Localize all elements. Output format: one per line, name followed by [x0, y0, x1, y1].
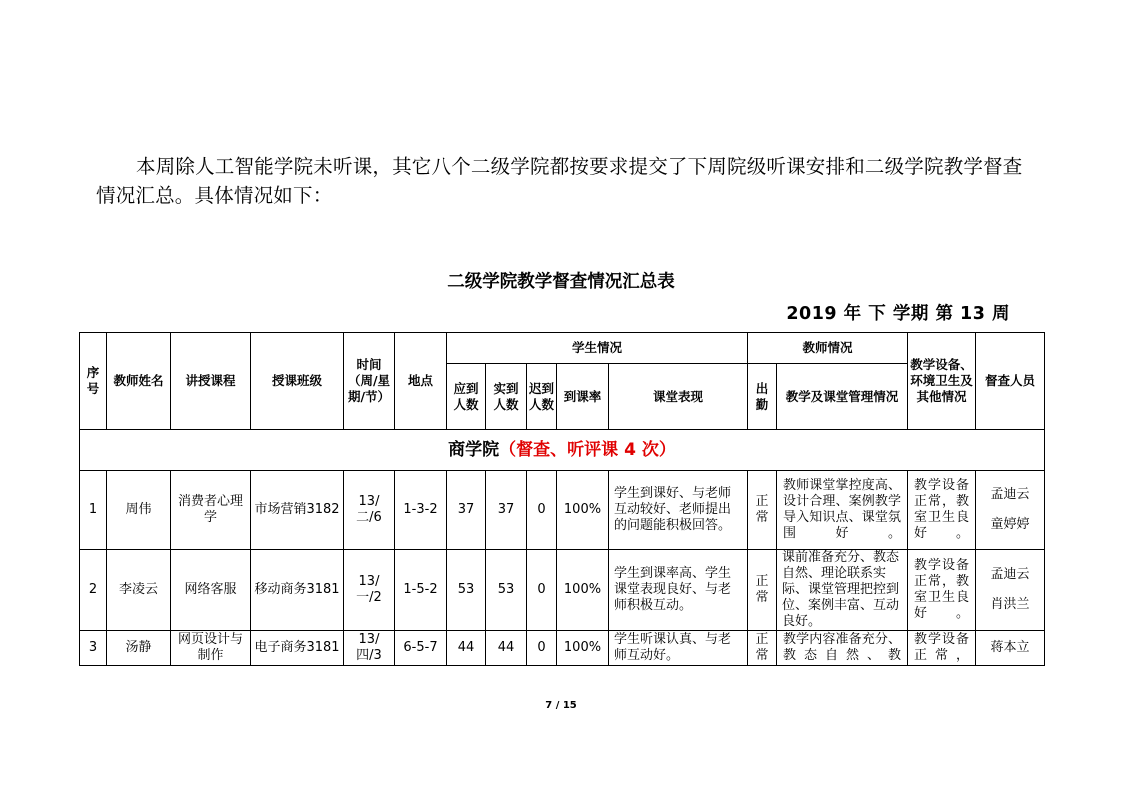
cell-rate: 100%	[557, 550, 609, 631]
header-teacher: 教师姓名	[107, 333, 171, 430]
supervisor-name: 孟迪云	[990, 487, 1030, 502]
cell-teacher: 李凌云	[107, 550, 171, 631]
cell-late: 0	[527, 631, 557, 666]
intro-paragraph: 本周除人工智能学院未听课，其它八个二级学院都按要求提交了下周院级听课安排和二级学院教学督查情况汇总。具体情况如下：	[96, 155, 1023, 207]
cell-seq: 2	[80, 550, 107, 631]
header-equipment: 教学设备、环境卫生及其他情况	[908, 333, 976, 430]
header-rate: 到课率	[557, 364, 609, 430]
header-student-group: 学生情况	[447, 333, 748, 364]
cell-course: 网页设计与制作	[171, 631, 251, 666]
supervisor-name: 肖洪兰	[990, 597, 1030, 612]
table-row	[80, 471, 1045, 550]
header-teacher-group: 教师情况	[748, 333, 908, 364]
cell-late: 0	[527, 471, 557, 550]
table-title: 二级学院教学督查情况汇总表	[447, 272, 675, 292]
cell-class: 市场营销3182	[251, 471, 344, 550]
cell-place: 1-3-2	[395, 471, 447, 550]
cell-attendance: 正常	[748, 471, 777, 550]
cell-actual: 53	[486, 550, 527, 631]
supervisor-name: 孟迪云	[990, 567, 1030, 582]
cell-equipment: 教学设备正常，教室卫生良好。	[908, 550, 976, 631]
cell-class: 电子商务3181	[251, 631, 344, 666]
header-late: 迟到人数	[527, 364, 557, 430]
cell-performance: 学生听课认真、与老师互动好。	[609, 631, 748, 666]
cell-supervisor	[976, 550, 1045, 631]
cell-equipment: 教学设备正常，教室卫生良好。	[908, 471, 976, 550]
header-performance: 课堂表现	[609, 364, 748, 430]
page-number: 7 / 15	[545, 700, 577, 711]
cell-expected: 37	[447, 471, 486, 550]
cell-place: 1-5-2	[395, 550, 447, 631]
header-attendance: 出勤	[748, 364, 777, 430]
cell-teacher: 周伟	[107, 471, 171, 550]
header-seq: 序号	[80, 333, 107, 430]
header-time: 时间（周/星期/节）	[344, 333, 395, 430]
cell-course: 网络客服	[171, 550, 251, 631]
cell-class: 移动商务3181	[251, 550, 344, 631]
header-supervisor: 督查人员	[976, 333, 1045, 430]
cell-course: 消费者心理学	[171, 471, 251, 550]
supervision-table	[79, 332, 1045, 666]
cell-equipment: 教学设备正常，	[908, 631, 976, 666]
cell-rate: 100%	[557, 631, 609, 666]
term-label: 2019 年 下 学期 第 13 周	[786, 304, 1010, 324]
header-place: 地点	[395, 333, 447, 430]
dept-note: （督查、听评课 4 次）	[499, 440, 676, 460]
cell-place: 6-5-7	[395, 631, 447, 666]
cell-expected: 44	[447, 631, 486, 666]
header-course: 讲授课程	[171, 333, 251, 430]
cell-actual: 37	[486, 471, 527, 550]
table-row	[80, 550, 1045, 631]
supervisor-name: 童婷婷	[990, 517, 1030, 532]
cell-performance: 学生到课率高、学生课堂表现良好、与老师积极互动。	[609, 550, 748, 631]
cell-supervisor	[976, 471, 1045, 550]
cell-expected: 53	[447, 550, 486, 631]
cell-teaching: 教师课堂掌控度高、设计合理、案例教学导入知识点、课堂氛围好。	[777, 471, 908, 550]
header-class: 授课班级	[251, 333, 344, 430]
header-teaching: 教学及课堂管理情况	[777, 364, 908, 430]
cell-attendance: 正常	[748, 631, 777, 666]
cell-teaching: 教学内容准备充分、教态自然、教	[777, 631, 908, 666]
dept-section-header	[80, 430, 1045, 471]
dept-name: 商学院	[448, 440, 500, 460]
header-actual: 实到人数	[486, 364, 527, 430]
cell-seq: 3	[80, 631, 107, 666]
cell-supervisor: 蒋本立	[976, 631, 1045, 666]
cell-teaching: 课前准备充分、教态自然、理论联系实际、课堂管理把控到位、案例丰富、互动良好。	[777, 550, 908, 631]
cell-teacher: 汤静	[107, 631, 171, 666]
cell-rate: 100%	[557, 471, 609, 550]
cell-time: 13/二/6	[344, 471, 395, 550]
table-row	[80, 631, 1045, 666]
cell-performance: 学生到课好、与老师互动较好、老师提出的问题能积极回答。	[609, 471, 748, 550]
cell-seq: 1	[80, 471, 107, 550]
cell-attendance: 正常	[748, 550, 777, 631]
cell-time: 13/一/2	[344, 550, 395, 631]
header-expected: 应到人数	[447, 364, 486, 430]
cell-time: 13/四/3	[344, 631, 395, 666]
cell-late: 0	[527, 550, 557, 631]
cell-actual: 44	[486, 631, 527, 666]
